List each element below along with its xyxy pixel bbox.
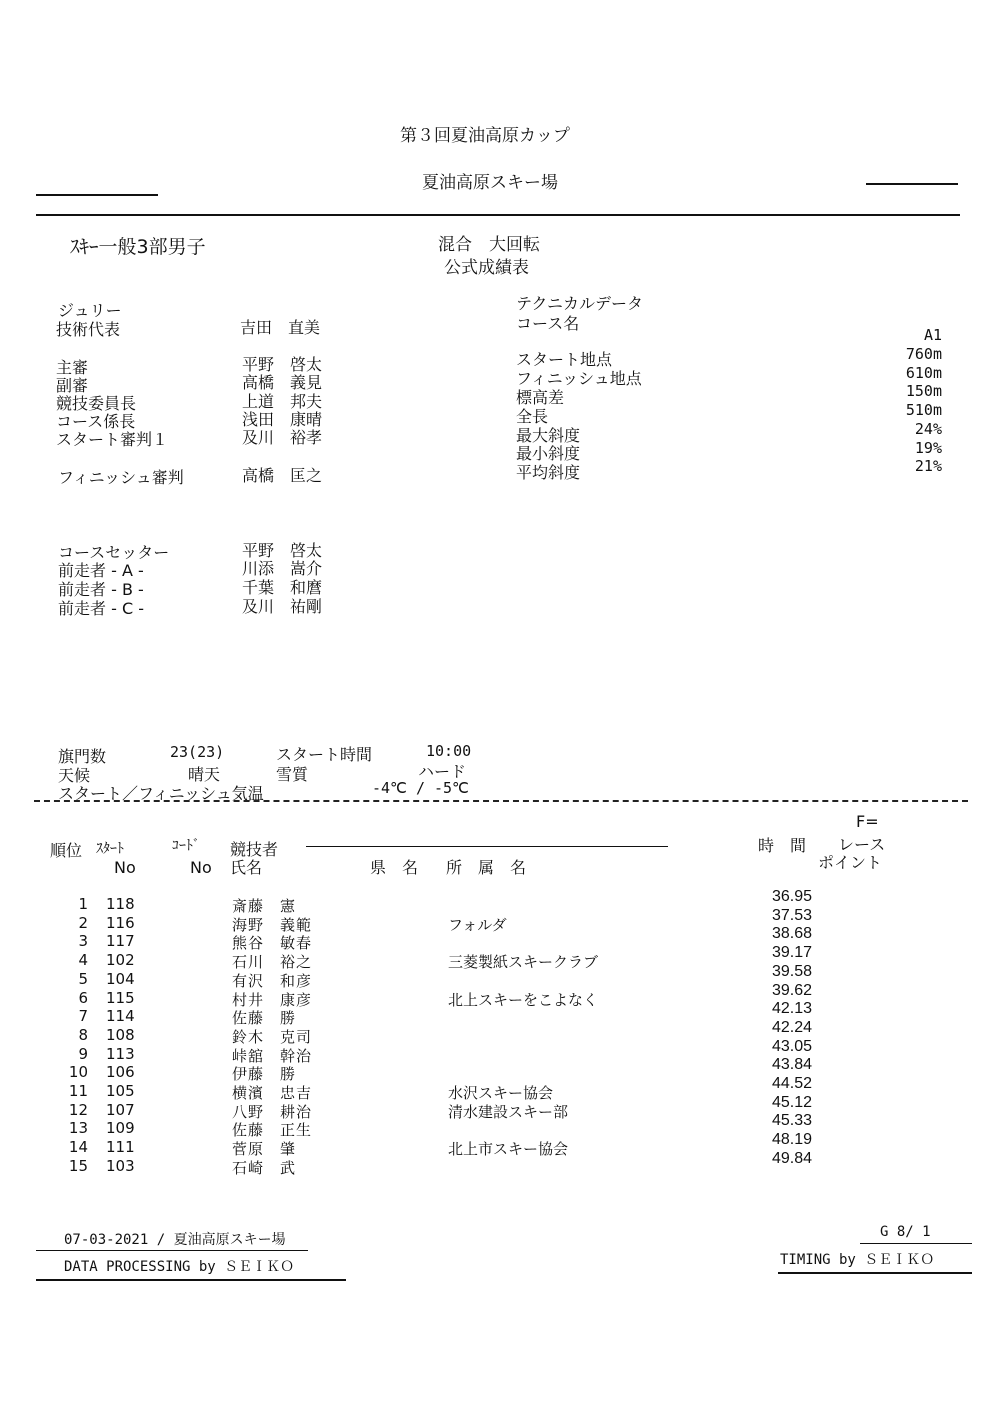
start-time-label: スタート時間 xyxy=(276,745,373,764)
rank-cell: 9 xyxy=(78,1044,88,1063)
footer-page-code: G 8/ 1 xyxy=(880,1224,931,1240)
header-start-no: No xyxy=(114,858,136,877)
rank-cell: 14 xyxy=(68,1138,88,1157)
time-cell: 37.53 xyxy=(771,906,812,924)
club-cell: 北上スキーをこよなく xyxy=(448,990,599,1009)
bib-cell: 107 xyxy=(106,1100,135,1119)
header-code: ｺｰﾄﾞ xyxy=(172,838,200,854)
setter-role: 前走者 - B - xyxy=(58,580,144,599)
header-points: ポイント xyxy=(818,853,883,872)
header-left-rule xyxy=(36,194,158,196)
rank-cell: 15 xyxy=(68,1156,88,1175)
rank-cell: 12 xyxy=(68,1100,88,1119)
bib-cell: 116 xyxy=(106,913,135,932)
header-main-rule xyxy=(36,214,960,216)
time-cell: 49.84 xyxy=(771,1149,812,1167)
bib-cell: 102 xyxy=(106,951,135,970)
tech-value: 150m xyxy=(905,382,942,400)
bib-cell: 106 xyxy=(106,1063,135,1082)
header-club: 所 属 名 xyxy=(446,858,527,877)
venue-title: 夏油高原スキー場 xyxy=(422,173,558,193)
club-cell: フォルダ xyxy=(448,915,507,934)
jury-name: 浅田 康晴 xyxy=(242,410,323,429)
jury-name: 及川 裕孝 xyxy=(242,428,323,447)
time-cell: 36.95 xyxy=(771,888,812,905)
jury-heading: ジュリー xyxy=(58,301,122,320)
jury-name: 上道 邦夫 xyxy=(242,392,323,411)
tech-label: 最小斜度 xyxy=(516,444,581,463)
time-cell: 44.52 xyxy=(771,1075,812,1092)
name-cell: 横濱 忠吉 xyxy=(232,1084,313,1102)
tech-label: フィニッシュ地点 xyxy=(516,369,642,388)
rank-cell: 10 xyxy=(68,1063,88,1082)
setter-name: 平野 啓太 xyxy=(242,541,323,560)
jury-role: フィニッシュ審判 xyxy=(58,468,184,487)
club-cell: 清水建設スキー部 xyxy=(448,1102,569,1121)
time-cell: 43.84 xyxy=(771,1056,812,1074)
name-cell: 八野 耕治 xyxy=(232,1102,313,1121)
tech-value: 510m xyxy=(905,401,942,419)
time-cell: 42.24 xyxy=(771,1018,812,1036)
time-cell: 48.19 xyxy=(771,1131,812,1149)
bib-cell: 103 xyxy=(106,1156,135,1175)
time-cell: 39.62 xyxy=(771,981,812,999)
time-cell: 43.05 xyxy=(771,1037,812,1055)
name-cell: 熊谷 敏春 xyxy=(232,934,313,953)
name-cell: 石崎 武 xyxy=(232,1158,297,1177)
tech-label: 最大斜度 xyxy=(516,426,581,445)
setter-name: 及川 祐剛 xyxy=(242,597,323,616)
jury-role: 技術代表 xyxy=(56,320,121,339)
rank-cell: 3 xyxy=(78,932,88,951)
rank-cell: 1 xyxy=(78,895,88,913)
jury-role: コース係長 xyxy=(56,412,136,431)
tech-value: 610m xyxy=(905,364,942,382)
bib-cell: 113 xyxy=(106,1044,135,1063)
footer-timing: TIMING by ＳＥＩＫＯ xyxy=(780,1252,935,1268)
footer-bottom-left-rule xyxy=(36,1279,346,1281)
rank-cell: 11 xyxy=(68,1082,88,1100)
footer-right-rule xyxy=(860,1243,972,1244)
time-cell: 45.33 xyxy=(771,1112,812,1130)
rank-cell: 7 xyxy=(78,1007,88,1026)
rank-cell: 13 xyxy=(68,1119,88,1138)
jury-role: 競技委員長 xyxy=(56,394,137,413)
rank-cell: 8 xyxy=(78,1025,88,1044)
gates-value: 23(23) xyxy=(170,743,225,761)
time-cell: 45.12 xyxy=(771,1093,812,1111)
header-rank: 順位 xyxy=(50,841,83,860)
club-cell: 水沢スキー協会 xyxy=(448,1084,554,1102)
bib-cell: 109 xyxy=(106,1119,135,1138)
conditions-dashed-rule xyxy=(34,800,968,802)
tech-value: 19% xyxy=(914,439,942,457)
header-time: 時 間 xyxy=(758,836,807,855)
tech-label: 標高差 xyxy=(516,388,565,407)
bib-cell: 105 xyxy=(106,1082,135,1100)
category-title: ｽｷｰ一般3部男子 xyxy=(70,236,206,258)
name-cell: 伊藤 勝 xyxy=(232,1065,297,1084)
footer-left-rule xyxy=(36,1250,308,1251)
name-cell: 有沢 和彦 xyxy=(232,971,313,990)
rank-cell: 6 xyxy=(78,988,88,1007)
header-code-no: No xyxy=(190,858,212,877)
jury-role: 主審 xyxy=(56,358,89,377)
course-name: A1 xyxy=(923,326,942,344)
name-cell: 石川 裕之 xyxy=(232,953,313,972)
setter-role: コースセッター xyxy=(58,543,170,562)
name-cell: 佐藤 勝 xyxy=(232,1009,297,1028)
time-cell: 38.68 xyxy=(771,925,812,943)
bib-cell: 115 xyxy=(106,988,135,1007)
setter-name: 千葉 和麿 xyxy=(242,578,323,597)
tech-value: 24% xyxy=(914,420,942,438)
club-cell: 三菱製紙スキークラブ xyxy=(448,953,599,972)
rank-cell: 4 xyxy=(78,951,88,970)
tech-label: 全長 xyxy=(516,407,549,426)
footer-bottom-right-rule xyxy=(778,1272,972,1274)
event-title: 第３回夏油高原カップ xyxy=(400,126,570,146)
jury-name: 高橋 義見 xyxy=(242,373,323,392)
bib-cell: 108 xyxy=(106,1025,135,1044)
header-right-rule xyxy=(866,183,958,185)
name-cell: 佐藤 正生 xyxy=(232,1121,313,1140)
club-cell: 北上市スキー協会 xyxy=(448,1140,569,1159)
tech-value: 21% xyxy=(914,457,942,475)
header-f: F= xyxy=(856,812,879,831)
tech-label: 平均斜度 xyxy=(516,463,581,482)
jury-name: 吉田 直美 xyxy=(240,318,321,337)
setter-name: 川添 嵩介 xyxy=(242,559,323,578)
jury-role: 副審 xyxy=(56,376,89,395)
time-cell: 42.13 xyxy=(771,1000,812,1018)
bib-cell: 118 xyxy=(106,895,135,913)
bib-cell: 104 xyxy=(106,969,135,988)
name-cell: 海野 義範 xyxy=(232,915,313,934)
setter-role: 前走者 - C - xyxy=(58,599,144,618)
name-cell: 鈴木 克司 xyxy=(232,1027,313,1046)
temp-label: スタート／フィニッシュ気温 xyxy=(58,784,264,803)
weather-value: 晴天 xyxy=(188,765,221,784)
jury-name: 高橋 匡之 xyxy=(242,466,323,485)
jury-role: スタート審判１ xyxy=(56,430,169,449)
rank-cell: 5 xyxy=(78,969,88,988)
header-competitor-rule xyxy=(306,846,668,847)
bib-cell: 117 xyxy=(106,932,135,951)
weather-label: 天候 xyxy=(58,766,91,785)
footer-data-processing: DATA PROCESSING by ＳＥＩＫＯ xyxy=(64,1259,295,1275)
technical-heading: テクニカルデータ xyxy=(516,294,644,313)
time-cell: 39.17 xyxy=(771,944,812,962)
header-race: レース xyxy=(838,835,886,854)
temp-value: -4℃ / -5℃ xyxy=(372,779,469,797)
header-pref: 県 名 xyxy=(370,858,419,877)
tech-value: 760m xyxy=(905,345,942,363)
header-start: ｽﾀｰﾄ xyxy=(96,841,124,857)
footer-date-venue: 07-03-2021 / 夏油高原スキー場 xyxy=(64,1232,286,1248)
time-cell: 39.58 xyxy=(771,962,812,980)
header-name: 氏名 xyxy=(230,858,263,877)
start-time-value: 10:00 xyxy=(426,742,472,760)
gates-label: 旗門数 xyxy=(58,747,107,766)
bib-cell: 111 xyxy=(106,1138,135,1157)
name-cell: 斎藤 憲 xyxy=(232,897,297,915)
course-label: コース名 xyxy=(516,314,580,333)
jury-name: 平野 啓太 xyxy=(242,355,323,374)
snow-value: ハード xyxy=(418,762,467,781)
bib-cell: 114 xyxy=(106,1007,135,1026)
doc-type-title: 公式成績表 xyxy=(444,258,529,278)
header-competitor: 競技者 xyxy=(230,840,279,859)
name-cell: 菅原 肇 xyxy=(232,1140,297,1159)
snow-label: 雪質 xyxy=(276,765,309,784)
rank-cell: 2 xyxy=(78,913,88,932)
discipline-title: 混合 大回転 xyxy=(438,235,540,255)
name-cell: 村井 康彦 xyxy=(232,990,313,1009)
name-cell: 峠舘 幹治 xyxy=(232,1046,313,1065)
setter-role: 前走者 - A - xyxy=(58,561,144,580)
tech-label: スタート地点 xyxy=(516,350,613,369)
